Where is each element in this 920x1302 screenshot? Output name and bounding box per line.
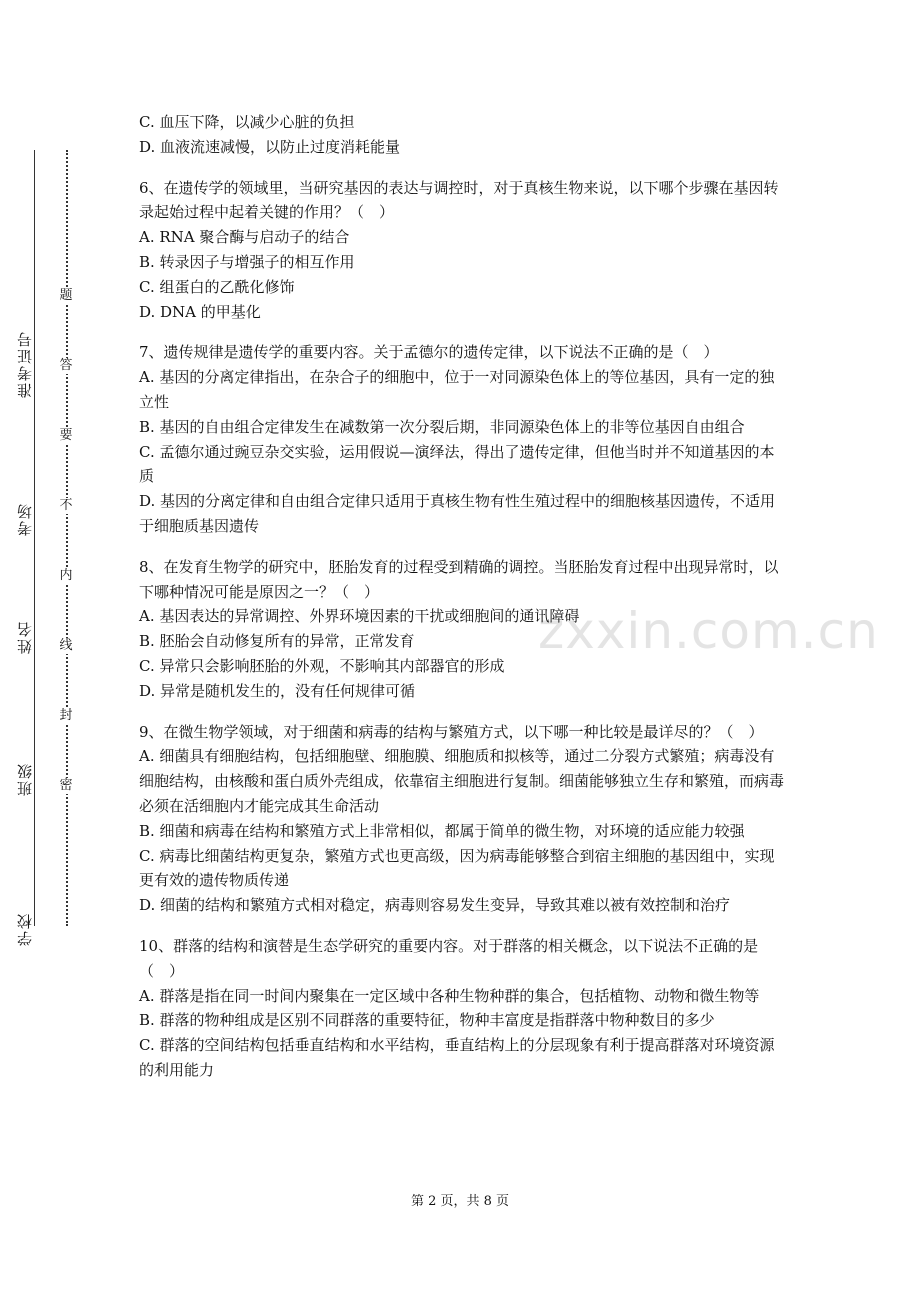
option-line: D. DNA 的甲基化: [139, 302, 261, 321]
dotted-seal-line: [66, 150, 68, 926]
option-line: C. 群落的空间结构包括垂直结构和水平结构，垂直结构上的分层现象有利于提高群落对环境资源的利用能力: [139, 1036, 775, 1079]
question-stem: 8、在发育生物学的研究中，胚胎发育的过程受到精确的调控。当胚胎发育过程中出现异常时，以下哪种情况可能是原因之一？（ ）: [139, 557, 779, 601]
option-line: D. 基因的分离定律和自由组合定律只适用于真核生物有性生殖过程中的细胞核基因遗传，不适用于细胞质基因遗传: [139, 492, 776, 535]
option-line: A. 基因的分离定律指出，在杂合子的细胞中，位于一对同源染色体上的等位基因，具有一定的独立性: [139, 368, 775, 411]
field-exam-number: 准考证号: [16, 330, 34, 398]
watermark: zxxin.com.cn: [538, 602, 879, 660]
option-line: A. 群落是指在同一时间内聚集在一定区域中各种生物种群的集合，包括植物、动物和微生物等: [139, 986, 760, 1005]
question-stem: 7、遗传规律是遗传学的重要内容。关于孟德尔的遗传定律，以下说法不正确的是（ ）: [139, 343, 719, 362]
seal-char: 密: [59, 778, 73, 793]
question-stem: 6、在遗传学的领域里，当研究基因的表达与调控时，对于真核生物来说，以下哪个步骤在基因转录起始过程中起着关键的作用？（ ）: [139, 178, 779, 222]
field-class: 班级: [16, 762, 34, 796]
option-line: D. 细菌的结构和繁殖方式相对稳定，病毒则容易发生变异，导致其难以被有效控制和治疗: [139, 896, 731, 915]
seal-char: 线: [59, 638, 73, 653]
seal-char: 题: [59, 288, 73, 303]
field-name: 姓名: [16, 620, 34, 654]
field-school: 学校: [16, 912, 34, 946]
seal-char: 答: [59, 358, 73, 373]
question-content: [139, 110, 789, 1083]
seal-char: 不: [59, 498, 73, 513]
option-line: B. 胚胎会自动修复所有的异常，正常发育: [139, 632, 415, 651]
option-line: D. 异常是随机发生的，没有任何规律可循: [139, 681, 416, 700]
option-line: B. 转录因子与增强子的相互作用: [139, 252, 355, 271]
question-stem: 9、在微生物学领域，对于细菌和病毒的结构与繁殖方式，以下哪一种比较是最详尽的？（ ）: [139, 722, 764, 741]
binding-margin: [0, 0, 110, 1302]
page-footer: 第 2 页，共 8 页: [410, 1194, 510, 1209]
option-line: C. 血压下降，以减少心脏的负担: [139, 113, 355, 131]
seal-char: 内: [59, 568, 73, 583]
option-line: D. 血液流速减慢，以防止过度消耗能量: [139, 137, 401, 156]
option-line: C. 病毒比细菌结构更复杂，繁殖方式也更高级，因为病毒能够整合到宿主细胞的基因组中，实现更有效的遗传物质传递: [139, 846, 775, 890]
option-line: A. RNA 聚合酶与启动子的结合: [139, 228, 350, 247]
option-line: C. 孟德尔通过豌豆杂交实验，运用假说—演绎法，得出了遗传定律，但他当时并不知道基因的本质: [139, 442, 775, 486]
seal-char: 要: [59, 428, 73, 443]
option-line: A. 基因表达的异常调控、外界环境因素的干扰或细胞间的通讯障碍: [139, 607, 580, 626]
option-line: C. 组蛋白的乙酰化修饰: [139, 277, 295, 296]
option-line: B. 基因的自由组合定律发生在减数第一次分裂后期，非同源染色体上的非等位基因自由组合: [139, 417, 745, 436]
option-line: C. 异常只会影响胚胎的外观，不影响其内部器官的形成: [139, 656, 505, 675]
question-stem: 10、群落的结构和演替是生态学研究的重要内容。对于群落的相关概念，以下说法不正确的是（ ）: [139, 936, 759, 980]
option-line: B. 群落的物种组成是区别不同群落的重要特征，物种丰富度是指群落中物种数目的多少: [139, 1011, 715, 1030]
seal-char: 封: [59, 708, 73, 723]
field-exam-room: 考场: [16, 502, 34, 536]
option-line: B. 细菌和病毒在结构和繁殖方式上非常相似，都属于简单的微生物，对环境的适应能力较强: [139, 821, 745, 840]
option-line: A. 细菌具有细胞结构，包括细胞壁、细胞膜、细胞质和拟核等，通过二分裂方式繁殖；病毒没有细胞结构，由核酸和蛋白质外壳组成，依靠宿主细胞进行复制。细菌能够独立生存和繁殖，而病毒必须在活细胞内才能完成其生命活动: [139, 747, 785, 815]
binding-line: [34, 150, 35, 926]
